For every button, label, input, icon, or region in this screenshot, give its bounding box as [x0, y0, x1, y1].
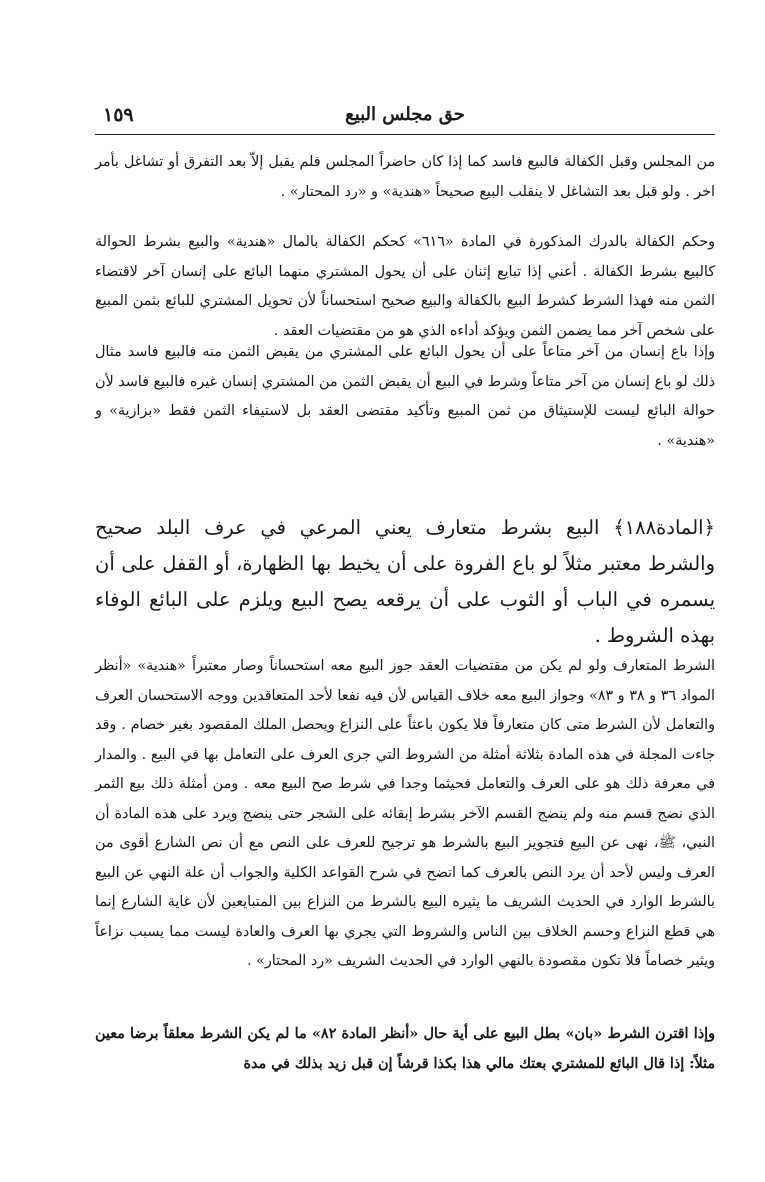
page-header: [95, 100, 715, 135]
paragraph-5: وإذا اقترن الشرط «بان» بطل البيع على أية حال «أنظر المادة ٨٢» ما لم يكن الشرط معلقاً برضا معين مثلاً: إذا قال البائع للمشتري بعتك مالي هذا بكذا قرشاً إن قبل زيد بذلك في مدة: [95, 1026, 715, 1072]
running-title: حق مجلس البيع: [345, 104, 465, 125]
paragraph-2: وحكم الكفالة بالدرك المذكورة في المادة «٦١٦» كحكم الكفالة بالمال «هندية» والبيع بشرط الحوالة كالبيع بشرط الكفالة . أعني إذا تبايع إثنان على أن يحول المشتري منهما البائع على إنسان آخر لاقتضاء الثمن منه فهذا الشرط كشرط البيع بالكفالة والبيع صحيح استحساناً لأن تحويل المشتري للبائع بثمن المبيع على شخص آخر مما يضمن الثمن ويؤكد أداءه الذي هو من مقتضيات العقد .: [95, 234, 715, 339]
paragraph-3: وإذا باع إنسان من آخر متاعاً على أن يحول البائع على المشتري من يقبض الثمن منه فالبيع فاسد مثال ذلك لو باع إنسان من آخر متاعاً وشرط في البيع أن يقبض الثمن من المشتري إنسان غيره فالبيع فاسد لأن حوالة البائع ليست للإستيثاق من ثمن المبيع وتأكيد مقتضى العقد بل لاستيفاء الثمن فقط «بزازية» و «هندية» .: [95, 344, 715, 449]
paragraph-1: من المجلس وقبل الكفالة فالبيع فاسد كما إذا كان حاضراً المجلس فلم يقبل إلاّ بعد التفرق أو تشاغل بأمر اخر . ولو قبل بعد التشاغل لا ينقلب البيع صحيحاً «هندية» و «رد المحتار» .: [95, 154, 715, 200]
page-number: ١٥٩: [103, 104, 134, 126]
paragraph-4: الشرط المتعارف ولو لم يكن من مقتضيات العقد جوز البيع معه استحساناً وصار معتبراً «هندية» «أنظر المواد ٣٦ و ٣٨ و ٨٣» وجواز البيع معه خلاف القياس لأن فيه نفعا لأحد المتعاقدين ووجه الاستحسان العرف والتعامل لأن الشرط متى كان متعارفاً فلا يكون باعثاً على النزاع ويحصل الملك المقصود بغير خصام . وقد جاءت المجلة في هذه المادة بثلاثة أمثلة من الشروط التي جرى العرف على التعامل بها في البيع . والمدار في معرفة ذلك هو على العرف والتعامل فحيثما وجدا في شرط صح البيع معه . ومن أمثلة ذلك بيع الثمر الذي نضج قسم منه ولم ينضج القسم الآخر بشرط إبقائه على الشجر حتى ينضج ويرد على هذه المادة أن النبي، ﷺ، نهى عن البيع فتجويز البيع بالشرط هو ترجيح للعرف على النص مع أن نص الشارع أقوى من العرف وليس لأحد أن يرد النص بالعرف كما اتضح في شرح القواعد الكلية والجواب أن علة النهي عن البيع بالشرط الوارد في الحديث الشريف ما يثيره البيع بالشرط من النزاع بين المتبايعين لأن غاية الشارع إنما هي قطع النزاع وحسم الخلاف بين الناس والشروط التي يجري بها العرف والعادة ليست مما يسبب نزاعاً ويثير خصاماً فلا تكون مقصودة بالنهي الوارد في الحديث الشريف «رد المحتار» .: [95, 658, 715, 969]
article-188: ﴿المادة١٨٨﴾ البيع بشرط متعارف يعني المرعي في عرف البلد صحيح والشرط معتبر مثلاً لو باع الفروة على أن يخيط بها الظهارة، أو القفل على أن يسمره في الباب أو الثوب على أن يرقعه يصح البيع ويلزم على البائع الوفاء بهذه الشروط .: [95, 516, 715, 647]
